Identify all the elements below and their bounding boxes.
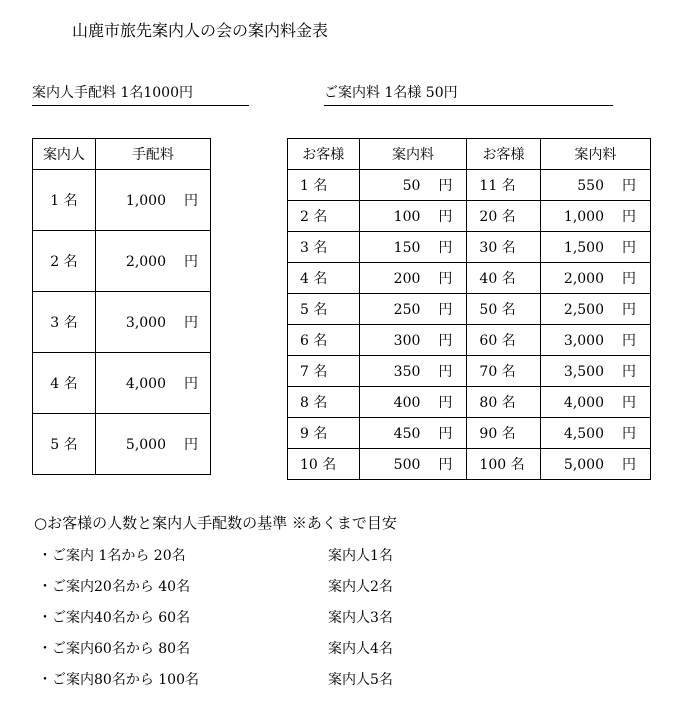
visitor-count: 6 名 [288, 325, 360, 356]
table-row [288, 294, 651, 325]
guide-fee-cell [95, 231, 210, 292]
visitor-fee-cell [540, 325, 650, 356]
visitor-fee-cell [359, 263, 467, 294]
yen-unit: 円 [622, 178, 636, 194]
header-guide-fee: 手配料 [95, 139, 210, 170]
visitor-fee: 150 [393, 240, 421, 256]
visitor-fee-cell [359, 232, 467, 263]
visitor-fee-cell [359, 201, 467, 232]
criteria-title: ○お客様の人数と案内人手配数の基準 ※あくまで目安 [34, 514, 397, 532]
yen-unit: 円 [184, 193, 198, 209]
yen-unit: 円 [622, 364, 636, 380]
yen-unit: 円 [438, 333, 453, 349]
visitor-fee-cell [540, 387, 650, 418]
visitor-count: 7 名 [288, 356, 360, 387]
criteria-range: ・ご案内80名から 100名 [38, 672, 199, 688]
criteria-guides: 案内人4名 [328, 641, 393, 657]
guide-fee-cell [95, 414, 210, 475]
visitor-fee: 4,500 [563, 426, 604, 442]
visitor-fee-cell [540, 418, 650, 449]
criteria-guides: 案内人5名 [328, 672, 393, 688]
visitor-fee: 1,000 [563, 209, 604, 225]
visitor-fee: 3,500 [563, 364, 604, 380]
visitor-fee-cell [540, 294, 650, 325]
guide-fee-table [32, 138, 211, 475]
yen-unit: 円 [622, 426, 636, 442]
visitor-fee: 4,000 [563, 395, 604, 411]
criteria-item [38, 576, 393, 596]
visitor-count: 90 名 [467, 418, 540, 449]
guide-fee: 5,000 [125, 437, 166, 453]
yen-unit: 円 [184, 254, 198, 270]
visitor-fee-cell [540, 201, 650, 232]
criteria-guides: 案内人1名 [328, 548, 393, 564]
table-header-row [288, 139, 651, 170]
yen-unit: 円 [184, 315, 198, 331]
criteria-guides: 案内人3名 [328, 610, 393, 626]
visitor-fee: 500 [393, 457, 421, 473]
guide-fee-cell [95, 170, 210, 231]
visitor-count: 50 名 [467, 294, 540, 325]
yen-unit: 円 [622, 457, 636, 473]
visitor-count: 3 名 [288, 232, 360, 263]
yen-unit: 円 [184, 437, 198, 453]
yen-unit: 円 [438, 457, 453, 473]
guide-fee: 3,000 [125, 315, 166, 331]
visitor-fee-cell [359, 387, 467, 418]
visitor-fee: 5,000 [563, 457, 604, 473]
visitor-count: 60 名 [467, 325, 540, 356]
table-row [288, 170, 651, 201]
table-row [288, 325, 651, 356]
yen-unit: 円 [622, 395, 636, 411]
visitor-count: 100 名 [467, 449, 540, 480]
yen-unit: 円 [438, 209, 453, 225]
visitor-fee: 2,500 [563, 302, 604, 318]
yen-unit: 円 [622, 240, 636, 256]
visitor-fee-cell [359, 325, 467, 356]
header-visitor-fee: 案内料 [359, 139, 467, 170]
table-row [288, 449, 651, 480]
visitor-count: 5 名 [288, 294, 360, 325]
yen-unit: 円 [622, 333, 636, 349]
criteria-item [38, 607, 393, 627]
criteria-item [38, 669, 393, 689]
yen-unit: 円 [438, 364, 453, 380]
table-row [33, 170, 211, 231]
visitor-fee-cell [540, 170, 650, 201]
yen-unit: 円 [438, 178, 453, 194]
guide-fee: 2,000 [125, 254, 166, 270]
guide-count: 4 名 [33, 353, 96, 414]
page-title: 山鹿市旅先案内人の会の案内料金表 [72, 21, 329, 40]
criteria-item [38, 638, 393, 658]
header-visitor-fee-2: 案内料 [540, 139, 650, 170]
visitor-fee-cell [540, 263, 650, 294]
yen-unit: 円 [622, 209, 636, 225]
visitor-fee: 450 [393, 426, 421, 442]
yen-unit: 円 [622, 302, 636, 318]
visitor-count: 70 名 [467, 356, 540, 387]
visitor-fee: 3,000 [563, 333, 604, 349]
visitor-count: 9 名 [288, 418, 360, 449]
visitor-fee-table [287, 138, 651, 480]
table-row [33, 292, 211, 353]
visitor-count: 30 名 [467, 232, 540, 263]
yen-unit: 円 [622, 271, 636, 287]
visitor-count: 2 名 [288, 201, 360, 232]
table-row [33, 231, 211, 292]
visitor-fee: 1,500 [563, 240, 604, 256]
yen-unit: 円 [438, 426, 453, 442]
visitor-count: 4 名 [288, 263, 360, 294]
criteria-range: ・ご案内60名から 80名 [38, 641, 191, 657]
guide-charge-note: ご案内料 1名様 50円 [324, 82, 613, 106]
visitor-fee: 2,000 [563, 271, 604, 287]
visitor-count: 10 名 [288, 449, 360, 480]
guide-count: 2 名 [33, 231, 96, 292]
visitor-fee: 100 [393, 209, 421, 225]
criteria-guides: 案内人2名 [328, 579, 393, 595]
header-guide-count: 案内人 [33, 139, 96, 170]
yen-unit: 円 [184, 376, 198, 392]
guide-fee-note: 案内人手配料 1名1000円 [32, 82, 249, 106]
header-visitor-count-2: お客様 [467, 139, 540, 170]
visitor-count: 8 名 [288, 387, 360, 418]
table-row [288, 356, 651, 387]
visitor-fee: 550 [577, 178, 604, 194]
table-row [33, 414, 211, 475]
visitor-fee: 50 [402, 178, 421, 194]
visitor-count: 40 名 [467, 263, 540, 294]
guide-fee: 1,000 [125, 193, 166, 209]
visitor-fee-cell [359, 449, 467, 480]
visitor-fee: 350 [393, 364, 421, 380]
visitor-fee-cell [359, 356, 467, 387]
visitor-count: 11 名 [467, 170, 540, 201]
guide-count: 1 名 [33, 170, 96, 231]
criteria-item [38, 545, 393, 565]
visitor-fee-cell [359, 418, 467, 449]
criteria-range: ・ご案内20名から 40名 [38, 579, 191, 595]
yen-unit: 円 [438, 271, 453, 287]
visitor-fee: 250 [393, 302, 421, 318]
visitor-count: 20 名 [467, 201, 540, 232]
guide-count: 3 名 [33, 292, 96, 353]
visitor-fee-cell [540, 232, 650, 263]
visitor-fee-cell [359, 294, 467, 325]
visitor-fee-cell [359, 170, 467, 201]
yen-unit: 円 [438, 395, 453, 411]
guide-fee: 4,000 [125, 376, 166, 392]
visitor-count: 80 名 [467, 387, 540, 418]
table-row [288, 387, 651, 418]
yen-unit: 円 [438, 302, 453, 318]
table-row [288, 263, 651, 294]
guide-fee-cell [95, 353, 210, 414]
table-row [288, 201, 651, 232]
table-row [288, 232, 651, 263]
visitor-fee: 200 [393, 271, 421, 287]
table-header-row [33, 139, 211, 170]
visitor-count: 1 名 [288, 170, 360, 201]
criteria-range: ・ご案内 1名から 20名 [38, 548, 186, 564]
header-visitor-count: お客様 [288, 139, 360, 170]
table-row [288, 418, 651, 449]
table-row [33, 353, 211, 414]
visitor-fee-cell [540, 356, 650, 387]
guide-count: 5 名 [33, 414, 96, 475]
guide-fee-cell [95, 292, 210, 353]
criteria-range: ・ご案内40名から 60名 [38, 610, 191, 626]
visitor-fee-cell [540, 449, 650, 480]
visitor-fee: 400 [393, 395, 421, 411]
yen-unit: 円 [438, 240, 453, 256]
visitor-fee: 300 [393, 333, 421, 349]
